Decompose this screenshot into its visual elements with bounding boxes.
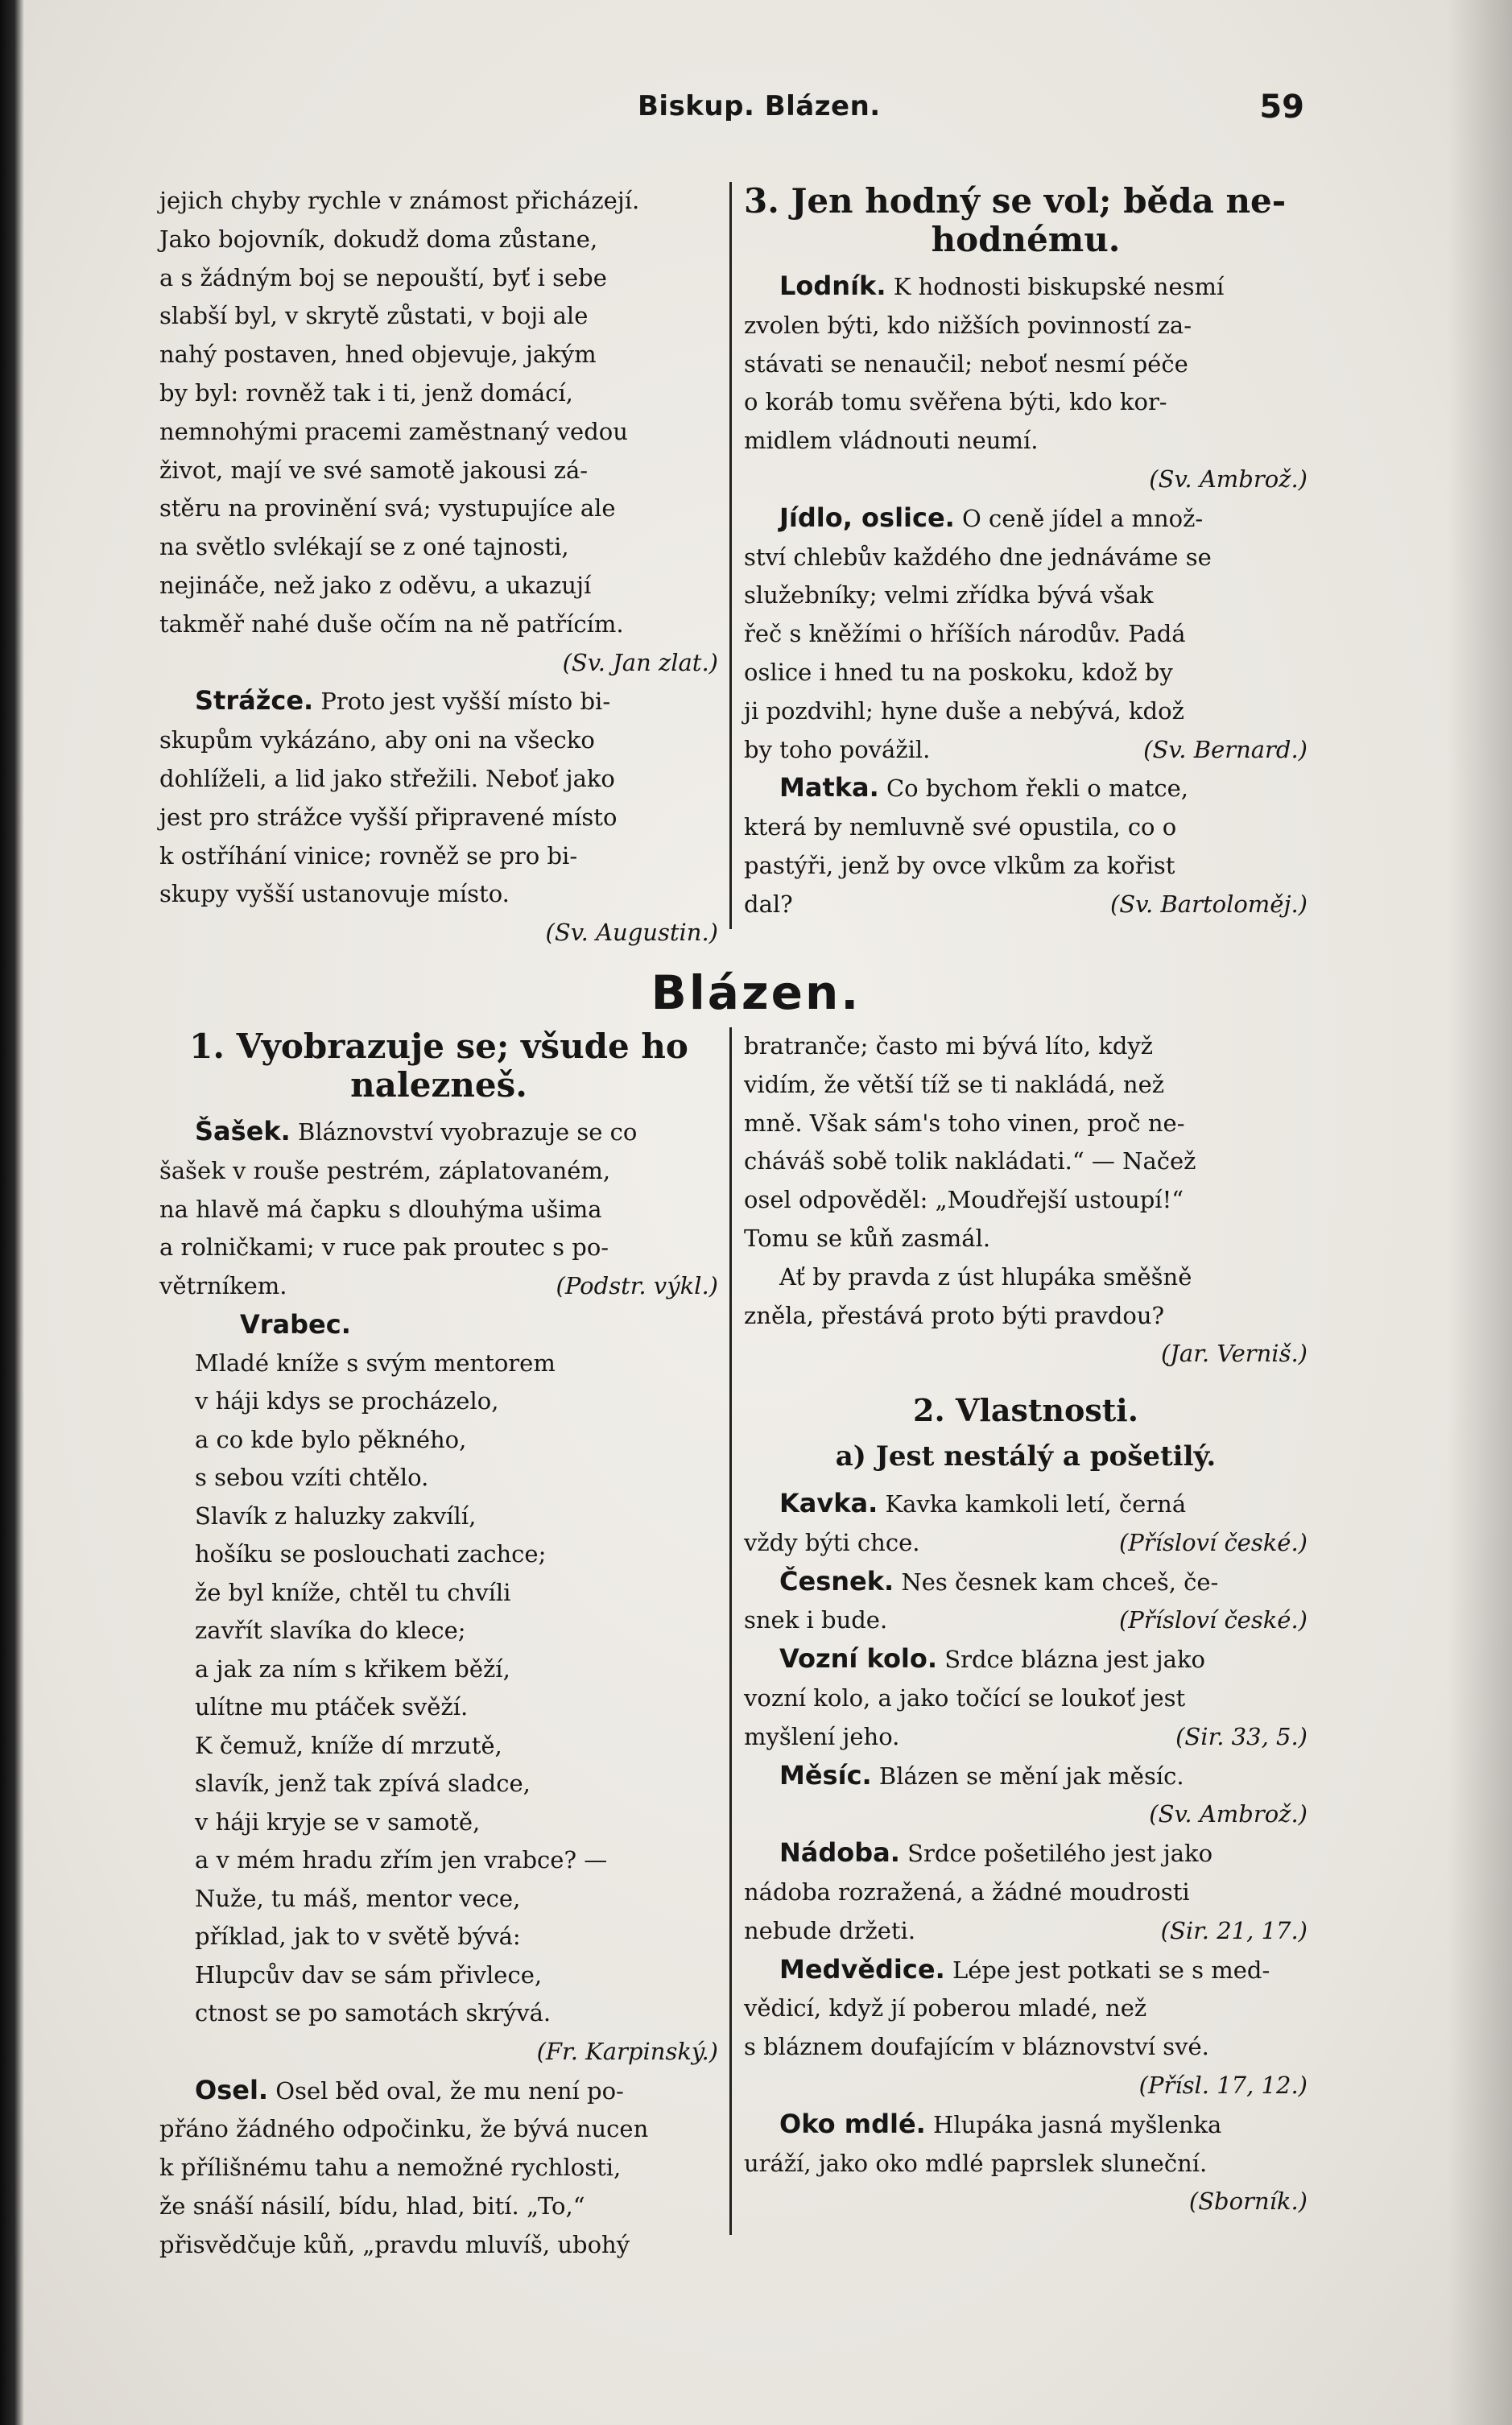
text-line: Jako bojovník, dokudž doma zůstane, (159, 225, 598, 253)
text-line: Tomu se kůň zasmál. (744, 1224, 991, 1252)
source-citation: (Sborník.) (1188, 2187, 1308, 2216)
entry-keyword: Jídlo, oslice. (779, 502, 955, 533)
sub-heading: a) Jest nestálý a pošetilý. (835, 1440, 1217, 1473)
bottom-right-column (744, 1027, 1308, 2221)
entry-keyword: Oko mdlé. (779, 2108, 926, 2139)
text-line: mně. Však sám's toho vinen, proč ne- (744, 1109, 1185, 1137)
poem-line: slavík, jenž tak zpívá sladce, (195, 1770, 531, 1798)
column-divider (729, 1027, 732, 2235)
text-line: zněla, přestává proto býti pravdou? (744, 1301, 1165, 1329)
source-citation: (Přísloví české.) (1118, 1606, 1308, 1634)
text-line: přáno žádného odpočinku, že bývá nucen (159, 2115, 649, 2143)
source-citation: (Sir. 21, 17.) (1160, 1916, 1308, 1944)
text-line-with-source: myšlení jeho. (Sir. 33, 5.) (744, 1718, 1308, 1757)
section-title: Blázen. (651, 965, 861, 1020)
poem-line: a co kde bylo pěkného, (195, 1425, 467, 1453)
page-edge-shadow (1448, 0, 1512, 2425)
text-line: uráží, jako oko mdlé paprslek sluneční. (744, 2149, 1208, 2177)
source-citation: (Sv. Ambrož.) (1149, 465, 1308, 493)
section-heading: 2. Vlastnosti. (913, 1392, 1138, 1429)
entry-first-line: Vozní kolo. Srdce blázna jest jako (779, 1643, 1205, 1675)
text-line: vozní kolo, a jako točící se loukoť jest (744, 1683, 1186, 1712)
poem-line: že byl kníže, chtěl tu chvíli (195, 1578, 511, 1606)
text-line: cháváš sobě tolik nakládati.“ — Načež (744, 1147, 1196, 1175)
entry-first-line: Matka. Co bychom řekli o matce, (779, 772, 1189, 804)
entry-keyword: Česnek. (779, 1565, 894, 1597)
entry-keyword: Vrabec. (240, 1308, 351, 1340)
page-number: 59 (1259, 89, 1304, 126)
text-line: služebníky; velmi zřídka bývá však (744, 581, 1154, 609)
text-line: ji pozdvihl; hyne duše a nebývá, kdož (744, 696, 1184, 725)
poem-line: hošíku se poslouchati zachce; (195, 1540, 547, 1568)
entry-keyword: Osel. (195, 2074, 269, 2105)
text-line-with-source: nebude držeti. (Sir. 21, 17.) (744, 1912, 1308, 1951)
section-heading-cont: nalezneš. (350, 1065, 527, 1105)
entry-keyword: Šašek. (195, 1116, 291, 1146)
text-line: jest pro strážce vyšší připravené místo (159, 803, 618, 831)
text-line: a s žádným boj se nepouští, byť i sebe (159, 263, 607, 291)
top-left-column (159, 182, 718, 952)
top-right-column (744, 182, 1308, 924)
poem-line: ctnost se po samotách skrývá. (195, 1999, 552, 2027)
text-line: na hlavě má čapku s dlouhýma ušima (159, 1195, 602, 1223)
section-heading: 1. Vyobrazuje se; všude ho (189, 1027, 688, 1066)
poem-line: a v mém hradu zřím jen vrabce? — (195, 1846, 608, 1874)
text-line-with-source: snek i bude. (Přísloví české.) (744, 1601, 1308, 1640)
text-line: skupům vykázáno, aby oni na všecko (159, 726, 595, 754)
poem-line: zavřít slavíka do klece; (195, 1617, 466, 1645)
section-heading: 3. Jen hodný se vol; běda ne- (744, 181, 1287, 221)
text-line: šašek v rouše pestrém, záplatovaném, (159, 1156, 611, 1184)
section-heading-cont: hodnému. (931, 220, 1121, 259)
source-citation: (Sv. Augustin.) (545, 919, 718, 947)
text-line: bratranče; často mi bývá líto, když (744, 1032, 1154, 1060)
source-citation: (Jar. Verniš.) (1160, 1340, 1308, 1368)
source-citation: (Přísloví české.) (1118, 1528, 1308, 1556)
page-binding-shadow (0, 0, 24, 2425)
poem-line: s sebou vzíti chtělo. (195, 1464, 429, 1492)
entry-keyword: Matka. (779, 772, 879, 804)
text-line: nádoba rozražená, a žádné moudrosti (744, 1878, 1190, 1906)
text-line: jejich chyby rychle v známost přicházejí. (159, 187, 640, 214)
source-citation: (Sir. 33, 5.) (1175, 1722, 1308, 1750)
source-citation: (Přísl. 17, 12.) (1138, 2071, 1308, 2099)
text-line: ství chlebův každého dne jednáváme se (744, 543, 1212, 571)
text-line: dohlíželi, a lid jako střežili. Neboť jako (159, 764, 615, 792)
text-line: vidím, že větší tíž se ti nakládá, než (744, 1070, 1165, 1098)
source-citation: (Sv. Bartoloměj.) (1109, 890, 1308, 918)
running-head: Biskup. Blázen. (638, 90, 881, 122)
poem-line: Hlupcův dav se sám přivlece, (195, 1960, 543, 1989)
poem-line: v háji kdys se procházelo, (195, 1387, 499, 1415)
poem-line: a jak za ním s křikem běží, (195, 1655, 510, 1683)
text-line: nemnohými pracemi zaměstnaný vedou (159, 417, 628, 445)
source-citation: (Fr. Karpinský.) (536, 2037, 718, 2065)
text-line: a rolničkami; v ruce pak proutec s po- (159, 1233, 609, 1262)
entry-first-line: Strážce. Proto jest vyšší místo bi- (195, 685, 611, 717)
text-line: midlem vládnouti neumí. (744, 427, 1039, 455)
entry-keyword: Kavka. (779, 1487, 878, 1518)
page-header (161, 90, 1304, 138)
poem-line: v háji kryje se v samotě, (195, 1807, 481, 1836)
entry-first-line: Kavka. Kavka kamkoli letí, černá (779, 1487, 1187, 1518)
text-line-with-source: větrníkem. (Podstr. výkl.) (159, 1267, 718, 1306)
entry-first-line: Osel. Osel běd oval, že mu není po- (195, 2074, 624, 2105)
entry-first-line: Šašek. Bláznovství vyobrazuje se co (195, 1116, 638, 1146)
entry-keyword: Strážce. (195, 685, 314, 717)
poem-line: K čemuž, kníže dí mrzutě, (195, 1731, 502, 1759)
text-line: vědicí, když jí poberou mladé, než (744, 1994, 1147, 2022)
text-line-with-source: by toho povážil. (Sv. Bernard.) (744, 731, 1308, 770)
text-line: která by nemluvně své opustila, co o (744, 813, 1177, 841)
text-line: Ať by pravda z úst hlupáka směšně (779, 1262, 1192, 1291)
entry-first-line: Medvědice. Lépe jest potkati se s med- (779, 1953, 1270, 1985)
text-line: slabší byl, v skrytě zůstati, v boji ale (159, 302, 589, 330)
text-line: k ostříhání vinice; rovněž se pro bi- (159, 841, 578, 870)
text-line: k přílišnému tahu a nemožné rychlosti, (159, 2154, 622, 2182)
poem-line: Mladé kníže s svým mentorem (195, 1349, 556, 1377)
poem-line: ulítne mu ptáček svěží. (195, 1693, 469, 1721)
entry-keyword: Lodník. (779, 271, 886, 301)
text-line-with-source: dal? (Sv. Bartoloměj.) (744, 886, 1308, 924)
poem-line: Slavík z haluzky zakvílí, (195, 1502, 477, 1530)
source-citation: (Sv. Ambrož.) (1149, 1800, 1308, 1828)
text-line: osel odpověděl: „Moudřejší ustoupí!“ (744, 1186, 1184, 1214)
text-line: život, mají ve své samotě jakousi zá- (159, 456, 589, 484)
text-line: oslice i hned tu na poskoku, kdož by (744, 658, 1173, 686)
text-line: skupy vyšší ustanovuje místo. (159, 880, 510, 908)
poem-line: Nuže, tu máš, mentor vece, (195, 1884, 521, 1912)
entry-keyword: Vozní kolo. (779, 1643, 938, 1675)
poem-line: příklad, jak to v světě bývá: (195, 1923, 521, 1951)
text-line: stávati se nenaučil; neboť nesmí péče (744, 349, 1188, 378)
source-citation: (Podstr. výkl.) (556, 1272, 718, 1300)
entry-first-line: Lodník. K hodnosti biskupské nesmí (779, 271, 1225, 301)
text-line: takměř nahé duše očím na ně patřícím. (159, 609, 624, 638)
text-line: nejináče, než jako z oděvu, a ukazují (159, 571, 592, 599)
text-line-with-source: vždy býti chce. (Přísloví české.) (744, 1524, 1308, 1563)
entry-first-line: Česnek. Nes česnek kam chceš, če- (779, 1565, 1219, 1597)
entry-first-line: Měsíc. Blázen se mění jak měsíc. (779, 1759, 1184, 1791)
text-line: stěru na provinění svá; vystupujíce ale (159, 494, 616, 523)
source-citation: (Sv. Jan zlat.) (562, 648, 718, 676)
text-line: o koráb tomu svěřena býti, kdo kor- (744, 388, 1167, 416)
text-line: přisvědčuje kůň, „pravdu mluvíš, ubohý (159, 2230, 630, 2258)
text-line: by byl: rovněž tak i ti, jenž domácí, (159, 378, 573, 407)
poem (159, 1345, 718, 2033)
text-line: že snáší násilí, bídu, hlad, bití. „To,“ (159, 2192, 585, 2220)
text-line: nahý postaven, hned objevuje, jakým (159, 341, 597, 369)
source-citation: (Sv. Bernard.) (1143, 735, 1308, 763)
text-line: pastýři, jenž by ovce vlkům za kořist (744, 851, 1175, 879)
text-line: zvolen býti, kdo nižších povinností za- (744, 311, 1192, 339)
entry-keyword: Měsíc. (779, 1759, 872, 1791)
bottom-left-column (159, 1027, 718, 2265)
entry-keyword: Medvědice. (779, 1953, 945, 1985)
entry-first-line: Nádoba. Srdce pošetilého jest jako (779, 1837, 1213, 1869)
text-line: na světlo svlékají se z oné tajnosti, (159, 533, 569, 561)
text-line: řeč s kněžími o hříších národův. Padá (744, 620, 1186, 648)
column-divider (729, 182, 732, 929)
entry-first-line: Oko mdlé. Hlupáka jasná myšlenka (779, 2108, 1222, 2139)
entry-keyword: Nádoba. (779, 1837, 900, 1869)
text-line: s bláznem doufajícím v bláznovství své. (744, 2033, 1209, 2061)
entry-first-line: Jídlo, oslice. O ceně jídel a množ- (779, 502, 1204, 533)
